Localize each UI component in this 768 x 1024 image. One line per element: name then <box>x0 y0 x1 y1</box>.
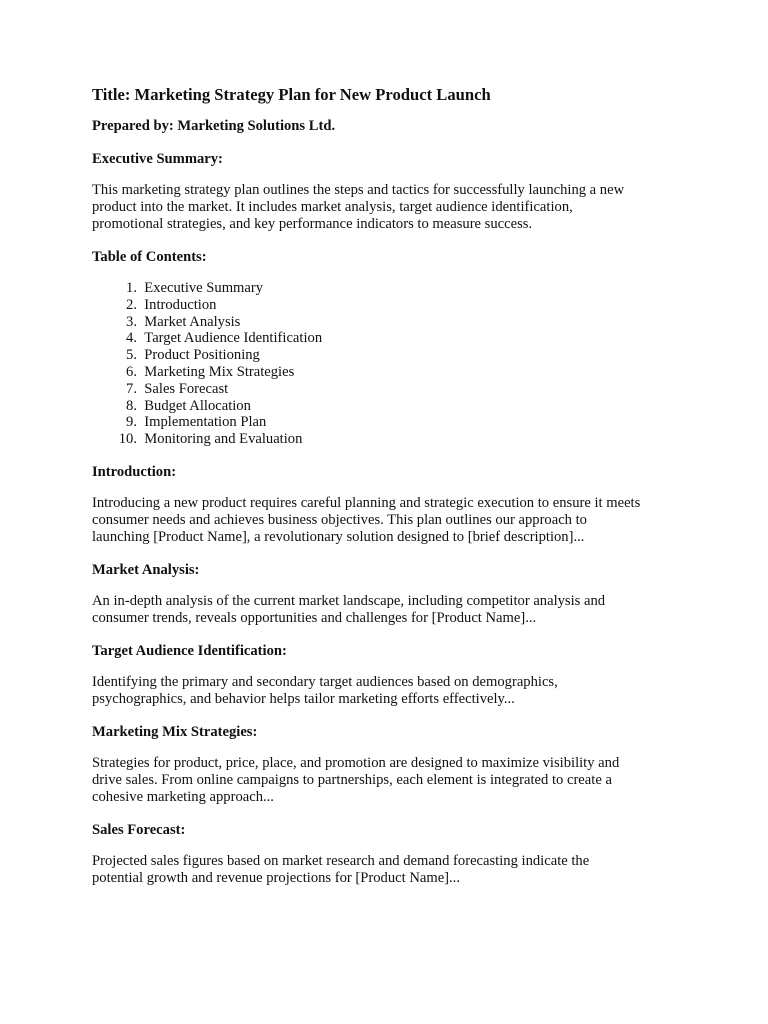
paragraph-line: product into the market. It includes market analysis, target audience identification, <box>92 199 573 215</box>
section-heading-market-analysis: Market Analysis: <box>92 561 200 578</box>
paragraph-line: cohesive marketing approach... <box>92 788 274 805</box>
section-table-of-contents <box>92 248 712 448</box>
section-market-analysis <box>92 561 712 627</box>
section-target-audience <box>92 642 712 708</box>
paragraph-line: promotional strategies, and key performance indicators to measure success. <box>92 216 533 232</box>
marketing-mix-paragraph <box>92 755 712 806</box>
toc-label: Market Analysis <box>144 313 241 330</box>
toc-label: Implementation Plan <box>144 414 267 431</box>
toc-number: 7. <box>126 380 137 397</box>
toc-number: 8. <box>126 397 137 414</box>
section-heading-target-audience: Target Audience Identification: <box>92 642 287 659</box>
toc-item <box>92 297 712 314</box>
section-introduction <box>92 463 712 546</box>
document-title: Title: Marketing Strategy Plan for New Product Launch <box>92 85 491 104</box>
toc-number: 1. <box>126 280 137 296</box>
toc-item <box>92 381 712 398</box>
toc-label: Target Audience Identification <box>144 330 323 347</box>
toc-item <box>92 330 712 347</box>
toc-number: 6. <box>126 363 137 380</box>
toc-item <box>92 398 712 415</box>
paragraph-line: Identifying the primary and secondary target audiences based on demographics, <box>92 673 558 690</box>
toc-number: 10. <box>118 431 137 448</box>
toc-label: Introduction <box>144 296 217 313</box>
section-heading-table-of-contents: Table of Contents: <box>92 249 207 265</box>
sales-forecast-paragraph <box>92 853 712 887</box>
paragraph-line: Projected sales figures based on market research and demand forecasting indicate the <box>92 852 590 869</box>
paragraph-line: launching [Product Name], a revolutionary solution designed to [brief description]... <box>92 528 585 545</box>
toc-number: 4. <box>126 330 137 347</box>
paragraph-line: This marketing strategy plan outlines the steps and tactics for successfully launching a new <box>92 182 625 198</box>
paragraph-line: potential growth and revenue projections for [Product Name]... <box>92 869 460 886</box>
paragraph-line: psychographics, and behavior helps tailor marketing efforts effectively... <box>92 690 515 707</box>
toc-label: Sales Forecast <box>144 380 229 397</box>
paragraph-line: drive sales. From online campaigns to partnerships, each element is integrated to create a <box>92 771 612 788</box>
market-analysis-paragraph <box>92 593 712 627</box>
toc-item <box>92 431 712 448</box>
toc-item <box>92 347 712 364</box>
section-marketing-mix <box>92 723 712 806</box>
paragraph-line: consumer trends, reveals opportunities and challenges for [Product Name]... <box>92 609 537 626</box>
toc-number: 2. <box>126 296 137 313</box>
toc-item <box>92 364 712 381</box>
table-of-contents-list <box>92 280 712 448</box>
toc-item <box>92 314 712 331</box>
paragraph-line: An in-depth analysis of the current market landscape, including competitor analysis and <box>92 592 606 609</box>
section-heading-introduction: Introduction: <box>92 463 177 480</box>
toc-label: Marketing Mix Strategies <box>144 363 295 380</box>
section-heading-executive-summary: Executive Summary: <box>92 151 223 167</box>
section-sales-forecast <box>92 821 712 887</box>
executive-summary-paragraph <box>92 182 712 233</box>
toc-label: Product Positioning <box>144 347 260 364</box>
paragraph-line: Strategies for product, price, place, and promotion are designed to maximize visibility and <box>92 754 620 771</box>
toc-label: Executive Summary <box>144 280 264 296</box>
toc-label: Monitoring and Evaluation <box>144 431 303 448</box>
toc-number: 3. <box>126 313 137 330</box>
toc-label: Budget Allocation <box>144 397 251 414</box>
document-body <box>92 85 712 902</box>
section-heading-marketing-mix: Marketing Mix Strategies: <box>92 723 258 740</box>
target-audience-paragraph <box>92 674 712 708</box>
paragraph-line: consumer needs and achieves business objectives. This plan outlines our approach to <box>92 511 587 528</box>
toc-item <box>92 414 712 431</box>
toc-item <box>92 280 712 297</box>
toc-number: 5. <box>126 347 137 364</box>
section-heading-sales-forecast: Sales Forecast: <box>92 821 186 838</box>
paragraph-line: Introducing a new product requires careful planning and strategic execution to ensure it meets <box>92 494 641 511</box>
toc-number: 9. <box>126 414 137 431</box>
introduction-paragraph <box>92 495 712 546</box>
prepared-by-line: Prepared by: Marketing Solutions Ltd. <box>92 118 336 134</box>
section-executive-summary <box>92 150 712 233</box>
